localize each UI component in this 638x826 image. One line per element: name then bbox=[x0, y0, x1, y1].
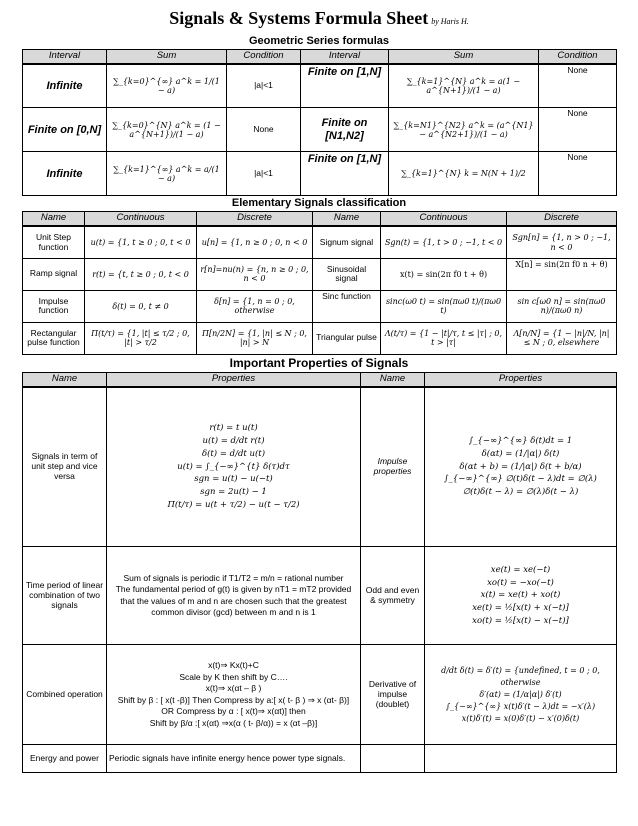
formula-line: u(t) = d/dt r(t) bbox=[202, 436, 265, 447]
sum-formula: ∑_{k=1}^{N} k = N(N + 1)/2 bbox=[389, 152, 539, 196]
property-name: Combined operation bbox=[23, 645, 107, 745]
column-header: Discrete bbox=[197, 212, 313, 226]
discrete-formula: Π[n/2N] = {1, |n| ≤ N ; 0, |n| > N bbox=[197, 322, 313, 354]
formula-line: δ(t) = d/dt u(t) bbox=[201, 448, 266, 459]
signal-name: Impulse function bbox=[23, 290, 85, 322]
column-header: Condition bbox=[227, 50, 301, 64]
signal-name: Sinusoidal signal bbox=[313, 258, 381, 290]
formula-line: ∫_{−∞}^{∞} δ(t)dt = 1 bbox=[468, 436, 573, 447]
table-row bbox=[23, 108, 617, 152]
formula-line: Sum of signals is periodic if T1/T2 = m/n = rational number bbox=[123, 572, 344, 583]
formula-line: xe(t) = xe(−t) bbox=[490, 564, 551, 575]
formula-line: xo(t) = ½[x(t) − x(−t)] bbox=[472, 615, 569, 626]
formula-line: δ(αt) = (1/|α|) δ(t) bbox=[481, 448, 560, 459]
column-header: Sum bbox=[389, 50, 539, 64]
formula-line: xo(t) = −xo(−t) bbox=[487, 577, 554, 588]
discrete-formula: Sgn[n] = {1, n > 0 ; −1, n < 0 bbox=[507, 226, 617, 258]
interval-cell: Finite on [0,N] bbox=[23, 108, 107, 152]
formula-line: ∅(t)δ(t − λ) = ∅(λ)δ(t − λ) bbox=[462, 487, 579, 498]
continuous-formula: sinc(ω0 t) = sin(πω0 t)/(πω0 t) bbox=[381, 290, 507, 322]
signal-name: Ramp signal bbox=[23, 258, 85, 290]
sum-formula: ∑_{k=1}^{N} a^k = a(1 − a^{N+1})/(1 − a) bbox=[389, 64, 539, 108]
elementary-table bbox=[22, 211, 617, 354]
condition-cell: None bbox=[227, 108, 301, 152]
signal-name: Signum signal bbox=[313, 226, 381, 258]
formula-line: OR Compress by α : [ x(t)⇒ x(αt)] then bbox=[161, 706, 306, 717]
formula-line: Scale by K then shift by C…. bbox=[179, 671, 288, 682]
geometric-section-title: Geometric Series formulas bbox=[248, 35, 389, 47]
discrete-formula: u[n] = {1, n ≥ 0 ; 0, n < 0 bbox=[197, 226, 313, 258]
formula-line: x(t) = xe(t) + xo(t) bbox=[480, 590, 561, 601]
formula-line: x(t)⇒ x(αt – β ) bbox=[205, 683, 262, 694]
formula-line: Shift by β : [ x(t -β)] Then Compress by a:[ x( t- β ) ⇒ x (αt- β)] bbox=[117, 694, 350, 705]
table-row bbox=[23, 322, 617, 354]
column-header: Properties bbox=[107, 372, 361, 386]
property-formulas bbox=[425, 547, 617, 645]
formula-line: ∫_{−∞}^{∞} ∅(t)δ(t − λ)dt = ∅(λ) bbox=[444, 474, 597, 485]
formula-line: Π(t/τ) = u(t + τ/2) − u(t − τ/2) bbox=[167, 499, 300, 510]
interval-cell: Finite on [1,N] bbox=[301, 64, 389, 108]
formula-line: r(t) = t u(t) bbox=[209, 423, 258, 434]
formula-line: xe(t) = ½[x(t) + x(−t)] bbox=[472, 603, 569, 614]
table-row bbox=[23, 64, 617, 108]
property-formulas bbox=[107, 745, 361, 773]
table-row bbox=[23, 152, 617, 196]
formula-line: d/dt δ(t) = δ′(t) = {undefined, t = 0 ; 0, otherwise bbox=[441, 665, 600, 687]
condition-cell: None bbox=[539, 152, 617, 196]
continuous-formula: Π(t/τ) = {1, |t| ≤ τ/2 ; 0, |t| > τ/2 bbox=[85, 322, 197, 354]
property-formulas bbox=[107, 387, 361, 547]
discrete-formula: δ[n] = {1, n = 0 ; 0, otherwise bbox=[197, 290, 313, 322]
signal-name: Sinc function bbox=[313, 290, 381, 322]
interval-cell: Finite on [N1,N2] bbox=[301, 108, 389, 152]
byline: by Haris H. bbox=[431, 17, 469, 26]
geometric-table bbox=[22, 49, 617, 196]
column-header: Continuous bbox=[85, 212, 197, 226]
column-header: Name bbox=[361, 372, 425, 386]
formula-line: Shift by β/α :[ x(αt) ⇒x(α ( t- β/α)) = x (αt –β)] bbox=[149, 717, 318, 728]
property-formulas bbox=[107, 547, 361, 645]
page-title: Signals & Systems Formula Sheet bbox=[169, 8, 429, 28]
column-header: Interval bbox=[301, 50, 389, 64]
signal-name: Unit Step function bbox=[23, 226, 85, 258]
table-header-row bbox=[23, 372, 617, 386]
table-row bbox=[23, 290, 617, 322]
formula-line: δ(αt + b) = (1/|α|) δ(t + b/α) bbox=[459, 461, 582, 472]
condition-cell: None bbox=[539, 64, 617, 108]
table-row bbox=[23, 547, 617, 645]
formula-line: sgn = 2u(t) − 1 bbox=[200, 487, 267, 498]
continuous-formula: x(t) = sin(2π f0 t + θ) bbox=[381, 258, 507, 290]
formula-line: Periodic signals have infinite energy hence power type signals. bbox=[109, 753, 346, 764]
property-name: Impulse properties bbox=[361, 387, 425, 547]
elementary-section-title: Elementary Signals classification bbox=[231, 197, 407, 210]
continuous-formula: Λ(t/τ) = {1 − |t|/τ, t ≤ |τ| ; 0, t > |τ| bbox=[381, 322, 507, 354]
discrete-formula: X[n] = sin(2π f0 n + θ) bbox=[507, 258, 617, 290]
interval-cell: Infinite bbox=[23, 152, 107, 196]
property-name: Signals in term of unit step and vice versa bbox=[23, 387, 107, 547]
condition-cell: |a|<1 bbox=[227, 152, 301, 196]
title-row bbox=[22, 8, 616, 34]
table-row bbox=[23, 226, 617, 258]
column-header: Discrete bbox=[507, 212, 617, 226]
continuous-formula: u(t) = {1, t ≥ 0 ; 0, t < 0 bbox=[85, 226, 197, 258]
properties-section-title: Important Properties of Signals bbox=[229, 355, 409, 370]
formula-line: ∫_{−∞}^{∞} x(t)δ′(t − λ)dt = −x′(λ) bbox=[445, 701, 596, 711]
condition-cell: |a|<1 bbox=[227, 64, 301, 108]
table-row bbox=[23, 645, 617, 745]
formula-line: δ′(αt) = (1/α|α|) δ′(t) bbox=[479, 689, 562, 699]
column-header: Name bbox=[23, 372, 107, 386]
property-name: Time period of linear combination of two signals bbox=[23, 547, 107, 645]
signal-name: Rectangular pulse function bbox=[23, 322, 85, 354]
table-row bbox=[23, 745, 617, 773]
sum-formula: ∑_{k=1}^{∞} a^k = a/(1 − a) bbox=[107, 152, 227, 196]
column-header: Name bbox=[313, 212, 381, 226]
formula-line: x(t)⇒ Kx(t)+C bbox=[208, 660, 259, 671]
column-header: Continuous bbox=[381, 212, 507, 226]
column-header: Condition bbox=[539, 50, 617, 64]
sum-formula: ∑_{k=N1}^{N2} a^k = (a^{N1} − a^{N2+1})/(1 − a) bbox=[389, 108, 539, 152]
column-header: Sum bbox=[107, 50, 227, 64]
signal-name: Triangular pulse bbox=[313, 322, 381, 354]
formula-line: The fundamental period of g(t) is given by nT1 = mT2 provided that the values of m and n are chosen such that the greatest common divisor (gcd) between m and n is 1 bbox=[115, 584, 352, 618]
properties-table bbox=[22, 372, 617, 773]
continuous-formula: δ(t) = 0, t ≠ 0 bbox=[85, 290, 197, 322]
column-header: Interval bbox=[23, 50, 107, 64]
discrete-formula: r[n]=nu(n) = {n, n ≥ 0 ; 0, n < 0 bbox=[197, 258, 313, 290]
property-formulas bbox=[107, 645, 361, 745]
table-header-row bbox=[23, 212, 617, 226]
formula-line: x(t)δ′(t) = x(0)δ′(t) − x′(0)δ(t) bbox=[461, 713, 580, 723]
empty-cell bbox=[361, 745, 425, 773]
property-name: Derivative of impulse (doublet) bbox=[361, 645, 425, 745]
interval-cell: Finite on [1,N] bbox=[301, 152, 389, 196]
table-row bbox=[23, 387, 617, 547]
table-header-row bbox=[23, 50, 617, 64]
sum-formula: ∑_{k=0}^{∞} a^k = 1/(1 − a) bbox=[107, 64, 227, 108]
column-header: Name bbox=[23, 212, 85, 226]
sum-formula: ∑_{k=0}^{N} a^k = (1 − a^{N+1})/(1 − a) bbox=[107, 108, 227, 152]
interval-cell: Infinite bbox=[23, 64, 107, 108]
property-name: Energy and power bbox=[23, 745, 107, 773]
column-header: Properties bbox=[425, 372, 617, 386]
property-formulas bbox=[425, 387, 617, 547]
property-formulas bbox=[425, 645, 617, 745]
table-row bbox=[23, 258, 617, 290]
formula-line: sgn = u(t) − u(−t) bbox=[194, 474, 273, 485]
property-name: Odd and even & symmetry bbox=[361, 547, 425, 645]
discrete-formula: Λ[n/N] = {1 − |n|/N, |n| ≤ N ; 0, elsewhere bbox=[507, 322, 617, 354]
continuous-formula: Sgn(t) = {1, t > 0 ; −1, t < 0 bbox=[381, 226, 507, 258]
discrete-formula: sin c[ω0 n] = sin(πω0 n)/(πω0 n) bbox=[507, 290, 617, 322]
continuous-formula: r(t) = {t, t ≥ 0 ; 0, t < 0 bbox=[85, 258, 197, 290]
condition-cell: None bbox=[539, 108, 617, 152]
empty-cell bbox=[425, 745, 617, 773]
formula-line: u(t) = ∫_{−∞}^{t} δ(τ)dτ bbox=[177, 461, 290, 472]
